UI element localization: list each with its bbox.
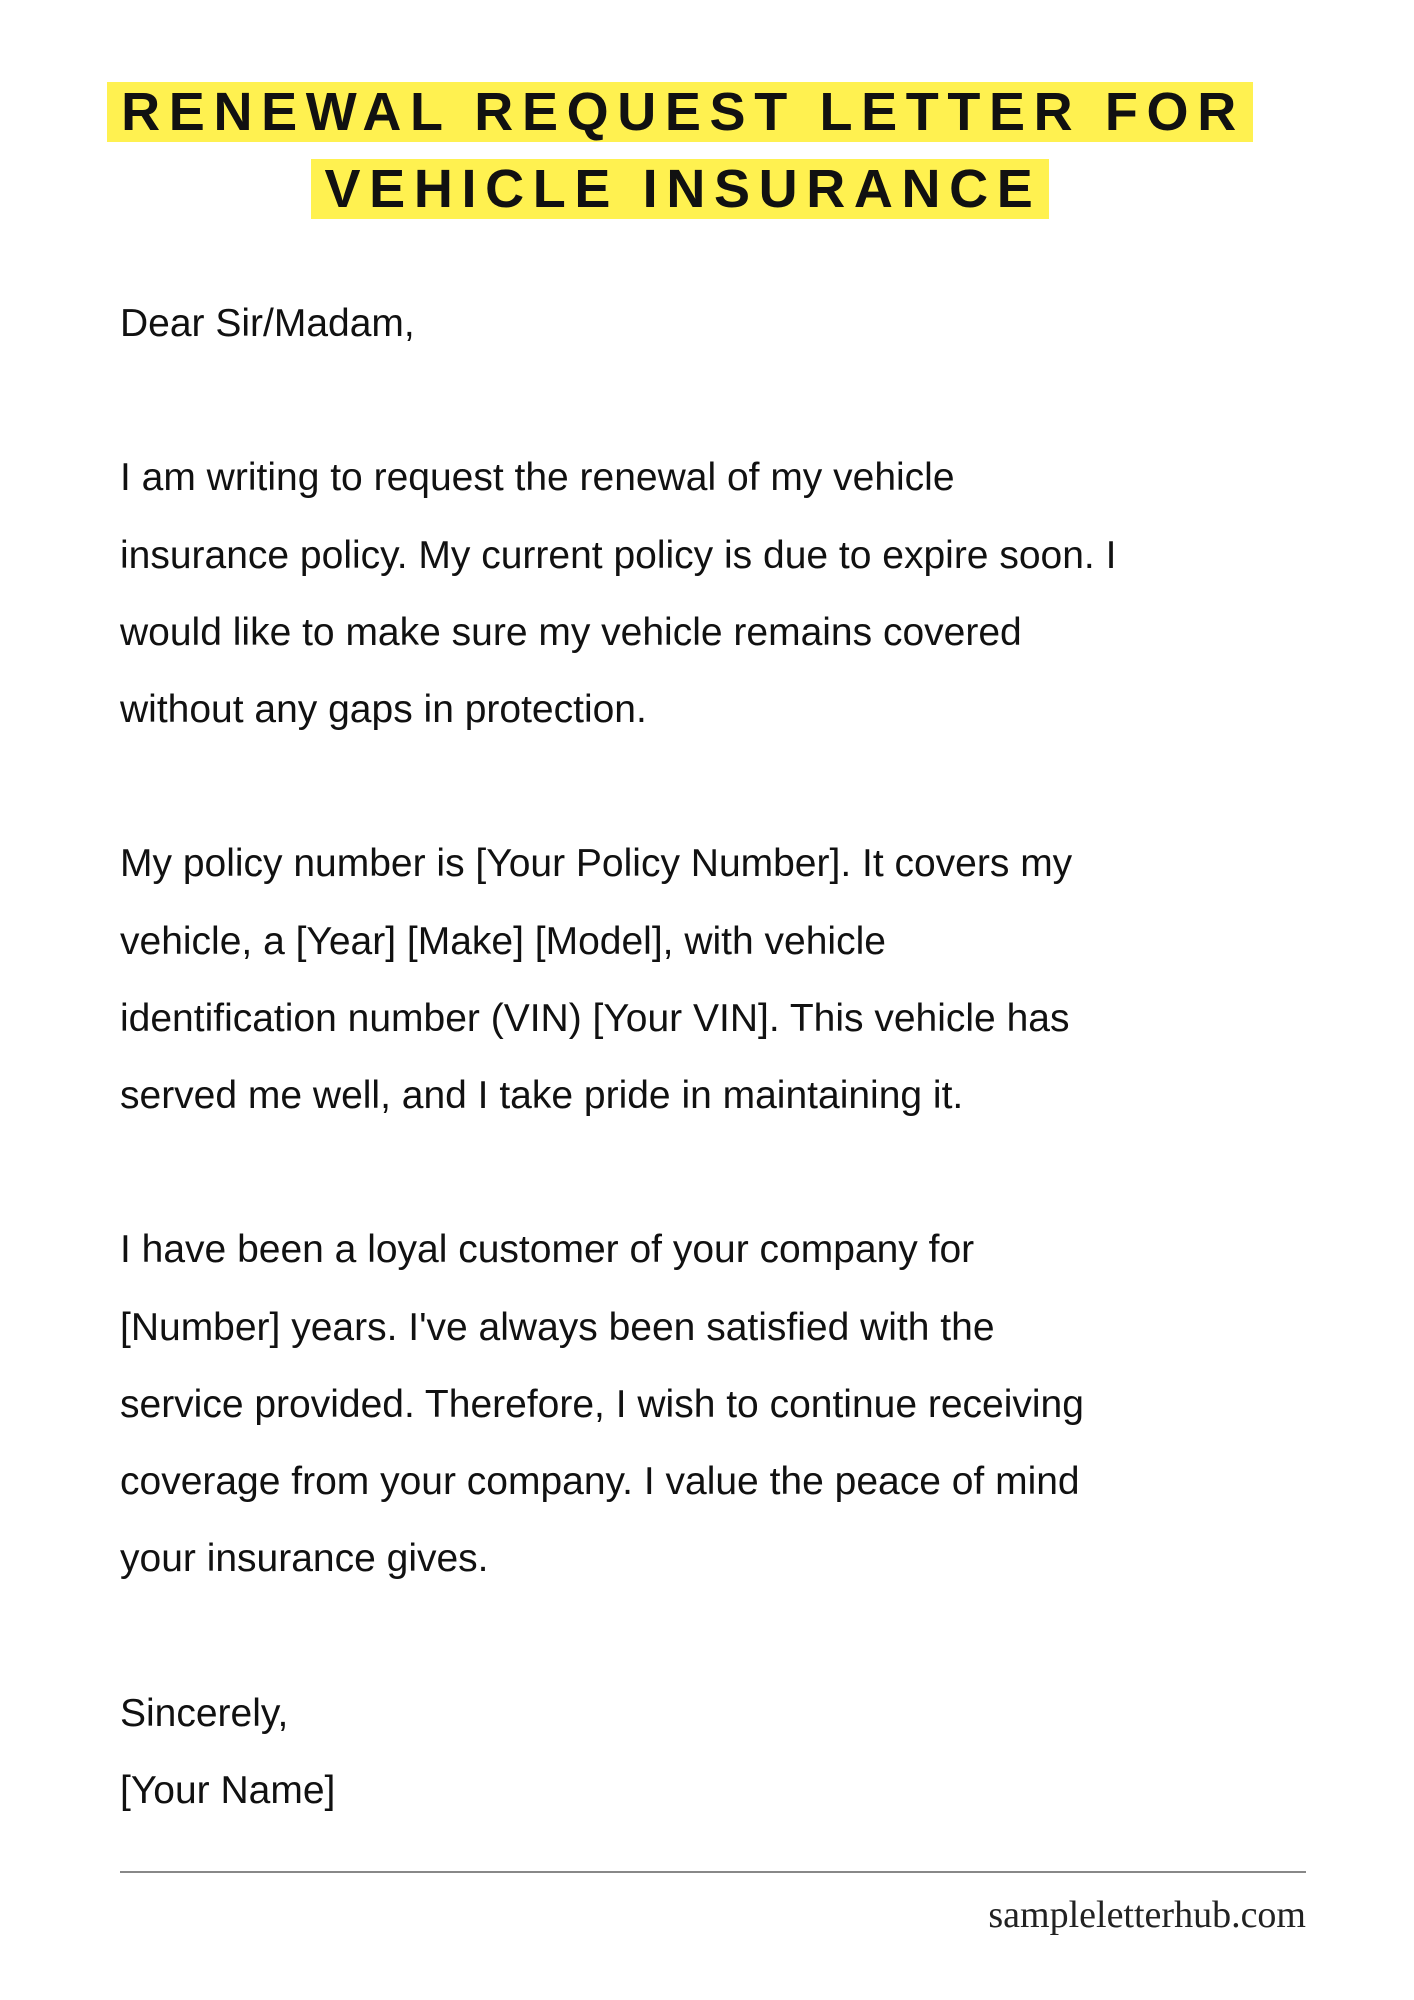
letter-title [0,74,1360,228]
title-line-1: RENEWAL REQUEST LETTER FOR [107,82,1253,142]
text-line: would like to make sure my vehicle remains covered [120,610,1022,654]
text-line: [Number] years. I've always been satisfied with the [120,1305,995,1349]
text-line: I am writing to request the renewal of my vehicle [120,456,955,500]
closing: Sincerely, [120,1691,289,1735]
paragraph-3 [120,1211,1380,1597]
text-line: identification number (VIN) [Your VIN]. This vehicle has [120,996,1070,1040]
paragraph-2 [120,825,1380,1134]
paragraph-1 [120,439,1380,748]
text-line: service provided. Therefore, I wish to continue receiving [120,1382,1084,1426]
letter-body [120,285,1380,1829]
text-line: insurance policy. My current policy is due to expire soon. I [120,533,1117,577]
text-line: served me well, and I take pride in maintaining it. [120,1074,964,1117]
footer-site: sampleletterhub.com [988,1894,1306,1936]
footer-divider [120,1871,1306,1873]
text-line: vehicle, a [Year] [Make] [Model], with vehicle [120,919,886,963]
text-line: without any gaps in protection. [120,688,647,731]
text-line: your insurance gives. [120,1537,489,1581]
text-line: My policy number is [Your Policy Number]. It covers my [120,842,1073,886]
text-line: I have been a loyal customer of your company for [120,1228,975,1272]
title-line-2: VEHICLE INSURANCE [311,159,1050,219]
salutation: Dear Sir/Madam, [120,302,415,345]
sign-off [120,1675,1380,1829]
signature: [Your Name] [120,1768,336,1812]
text-line: coverage from your company. I value the peace of mind [120,1460,1080,1503]
